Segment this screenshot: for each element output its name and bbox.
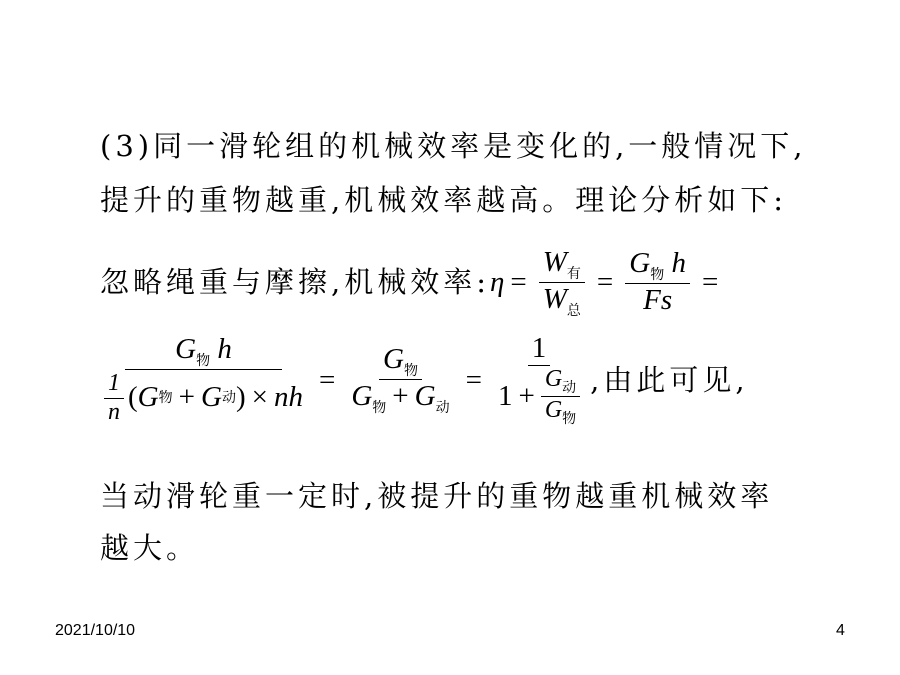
line-4-suffix: ,由此可见, xyxy=(590,362,749,397)
fraction-denominator: 1 + $\frac{G_动}{G_物}$ xyxy=(494,366,584,427)
fraction-g-over-sum xyxy=(347,343,453,416)
equals-sign: = xyxy=(465,363,482,396)
eta-symbol: η xyxy=(490,266,505,299)
fraction-denominator: $\frac{1}{n}$ ( G 物 + G 动 ) × nh xyxy=(100,370,307,426)
text-line-6: 越大。 xyxy=(100,531,200,565)
fraction-one-over-ratio xyxy=(494,332,584,427)
fraction-numerator: $G_物$ h xyxy=(625,247,690,284)
text-line-3 xyxy=(100,246,724,319)
footer-date: 2021/10/10 xyxy=(55,622,136,639)
fraction-one-over-n: $\frac{1}{n}$ xyxy=(104,370,124,426)
fraction-numerator: $G_物$ h xyxy=(125,333,282,370)
fraction-denominator: Fs xyxy=(643,284,673,317)
equals-sign: = xyxy=(318,363,336,396)
equals-sign: = xyxy=(510,266,527,299)
equals-sign: = xyxy=(701,266,719,299)
fraction-w-ratio xyxy=(539,246,585,319)
page-number: 4 xyxy=(836,622,845,639)
text-line-1: (3)同一滑轮组的机械效率是变化的,一般情况下, xyxy=(100,129,807,163)
fraction-numerator: 1 xyxy=(528,332,551,366)
formula-line-4 xyxy=(100,332,749,427)
fraction-denominator: $W_总$ xyxy=(542,282,581,319)
text-line-5: 当动滑轮重一定时,被提升的重物越重机械效率 xyxy=(100,479,774,513)
equals-sign: = xyxy=(596,266,614,299)
fraction-gh-over-fs xyxy=(625,247,690,317)
fraction-gh-over-load xyxy=(100,333,307,426)
fraction-numerator: $G_物$ xyxy=(379,343,422,380)
line-3-prefix: 忽略绳重与摩擦,机械效率: xyxy=(100,265,490,300)
fraction-denominator: $G_物 + G_动$ xyxy=(351,380,450,416)
fraction-gdong-over-gwu: $\frac{G_动}{G_物}$ xyxy=(541,366,580,427)
fraction-numerator: $W_有$ xyxy=(539,246,585,283)
text-line-2: 提升的重物越重,机械效率越高。理论分析如下: xyxy=(100,183,787,217)
